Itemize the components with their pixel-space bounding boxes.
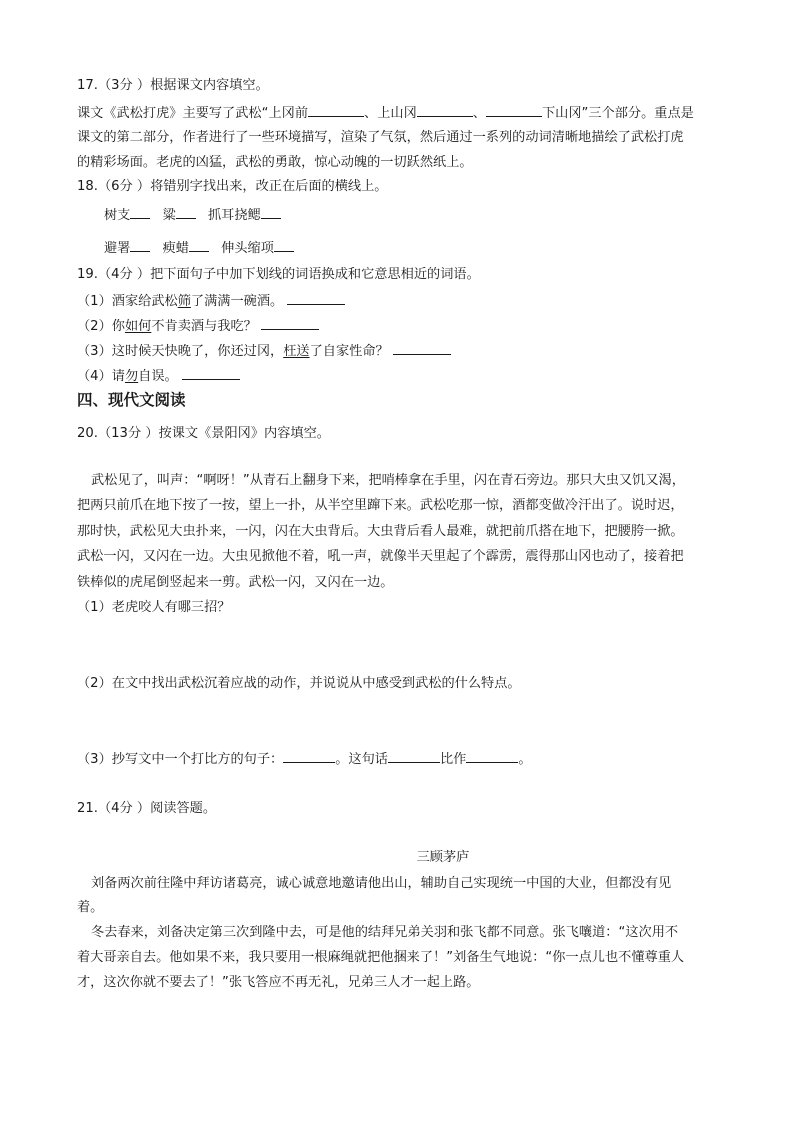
underlined-word: 筛 [177, 294, 191, 309]
q19-item-2 [77, 316, 319, 337]
q19-item-3 [77, 341, 451, 362]
answer-blank[interactable] [393, 341, 451, 355]
q19-item-4 [77, 366, 240, 387]
q19-header [77, 265, 480, 285]
q20-passage-line-2 [77, 496, 684, 516]
section-heading-text: 四、现代文阅读 [77, 391, 186, 409]
answer-blank[interactable] [287, 291, 345, 305]
q18-word: 避署 [104, 241, 131, 256]
sub-question-text: 。这句话 [335, 752, 388, 767]
q21-passage-line-5 [77, 973, 479, 993]
sub-question-text: 。 [518, 752, 532, 767]
q20-passage-line-4 [77, 547, 684, 567]
q17-text-b: 、上山冈 [364, 106, 417, 121]
passage-text: 着大哥亲自去。他如果不来，我只要用一根麻绳就把他捆来了！”刘备生气地说：“你一点儿也不懂尊重人 [77, 950, 685, 965]
q19-text: （3）这时候天快晚了，你还过冈， [77, 344, 284, 359]
q21-header [77, 799, 216, 819]
q19-text: （1）酒家给武松 [77, 294, 178, 309]
q20-sub-2 [77, 674, 521, 694]
q20-sub-1 [77, 598, 230, 618]
answer-blank[interactable] [274, 238, 294, 252]
q18-word: 树支 [104, 208, 131, 223]
q18-header [77, 177, 388, 197]
q17-line-2 [77, 128, 684, 148]
q17-text-a: 课文《武松打虎》主要写了武松“上冈前 [77, 106, 309, 121]
answer-blank[interactable] [182, 366, 240, 380]
q18-row-2 [104, 238, 294, 259]
q17-header-text: 17.（3分 ）根据课文内容填空。 [77, 78, 269, 93]
q19-header-text: 19.（4分 ）把下面句子中加下划线的词语换成和它意思相近的词语。 [77, 267, 480, 282]
q18-word: 粱 [162, 208, 176, 223]
passage-text: 把两只前爪在地下按了一按，望上一扑，从半空里蹿下来。武松吃那一惊，酒都变做冷汗出了。说时迟， [77, 498, 684, 513]
answer-blank[interactable] [308, 103, 364, 117]
q20-passage-line-5 [77, 573, 394, 593]
q21-passage-line-4 [77, 948, 684, 968]
answer-blank[interactable] [130, 205, 150, 219]
passage-text: 才，这次你就不要去了！”张飞答应不再无礼，兄弟三人才一起上路。 [77, 975, 480, 990]
underlined-word: 勿 [124, 369, 139, 384]
passage-text: 武松一闪，又闪在一边。大虫见掀他不着，吼一声，就像半天里起了个霹雳，震得那山冈也动了，接着把 [77, 549, 684, 564]
q17-text-line2: 课文的第二部分，作者进行了一些环境描写，渲染了气氛，然后通过一系列的动词清晰地描绘了武松打虎 [77, 130, 684, 145]
answer-blank[interactable] [283, 749, 335, 763]
answer-blank[interactable] [388, 749, 440, 763]
q19-text: （2）你 [77, 319, 125, 334]
q18-row-1 [104, 205, 281, 226]
answer-blank[interactable] [261, 316, 319, 330]
q17-header [77, 76, 269, 96]
q18-word: 伸头缩项 [221, 241, 274, 256]
answer-blank[interactable] [189, 238, 209, 252]
q20-passage-line-1 [91, 471, 685, 491]
q20-passage-line-3 [77, 522, 684, 542]
q19-text: 了自家性命？ [309, 344, 389, 359]
passage-text: 那时快，武松见大虫扑来，一闪，闪在大虫背后。大虫背后看人最难，就把前爪搭在地下，把腰胯一掀。 [77, 524, 684, 539]
passage-text: 铁棒似的虎尾倒竖起来一剪。武松一闪，又闪在一边。 [77, 575, 394, 590]
answer-blank[interactable] [130, 238, 150, 252]
passage-text: 着。 [77, 900, 104, 915]
q19-item-1 [77, 291, 345, 312]
q21-header-text: 21.（4分 ）阅读答题。 [77, 801, 217, 816]
sub-question-text: （1）老虎咬人有哪三招？ [77, 600, 231, 615]
section-heading [77, 390, 186, 410]
passage-text: 冬去春来，刘备决定第三次到隆中去，可是他的结拜兄弟关羽和张飞都不同意。张飞嚷道：“这次用不 [91, 925, 679, 940]
q21-passage-line-1 [91, 874, 671, 894]
q20-header [77, 424, 330, 444]
q17-line-3 [77, 153, 473, 173]
answer-blank[interactable] [486, 103, 542, 117]
passage-text: 刘备两次前往隆中拜访诸葛亮，诚心诚意地邀请他出山，辅助自己实现统一中国的大业，但都没有见 [91, 876, 672, 891]
q18-header-text: 18.（6分 ）将错别字找出来，改正在后面的横线上。 [77, 179, 388, 194]
sub-question-text: （3）抄写文中一个打比方的句子： [77, 752, 284, 767]
q17-line-1 [77, 103, 694, 124]
q20-sub-3 [77, 749, 532, 770]
answer-blank[interactable] [261, 205, 281, 219]
q19-text: 不肯卖酒与我吃？ [151, 319, 257, 334]
underlined-word: 枉送 [283, 344, 310, 359]
passage-text: 武松见了，叫声：“啊呀！”从青石上翻身下来，把哨棒拿在手里，闪在青石旁边。那只大虫又饥又渴， [91, 473, 685, 488]
q17-text-c: 、 [472, 106, 486, 121]
q19-text: 了满满一碗酒。 [190, 294, 284, 309]
answer-blank[interactable] [466, 749, 518, 763]
passage-title [0, 848, 794, 868]
q17-text-d: 下山冈”三个部分。重点是 [541, 106, 694, 121]
passage-title-text: 三顾茅庐 [416, 850, 470, 865]
underlined-word: 如何 [124, 319, 152, 334]
q19-text: （4）请 [77, 369, 125, 384]
sub-question-text: 比作 [439, 752, 467, 767]
q20-header-text: 20.（13分 ）按课文《景阳冈》内容填空。 [77, 426, 330, 441]
sub-question-text: （2）在文中找出武松沉着应战的动作，并说说从中感受到武松的什么特点。 [77, 676, 521, 691]
q21-passage-line-2 [77, 898, 103, 918]
q19-text: 自误。 [138, 369, 178, 384]
answer-blank[interactable] [417, 103, 473, 117]
q18-word: 抓耳挠鳃 [207, 208, 261, 223]
q21-passage-line-3 [91, 923, 678, 943]
q18-word: 瘐蜡 [162, 241, 189, 256]
answer-blank[interactable] [176, 205, 196, 219]
q17-text-line3: 的精彩场面。老虎的凶猛，武松的勇敢，惊心动魄的一切跃然纸上。 [77, 155, 473, 170]
